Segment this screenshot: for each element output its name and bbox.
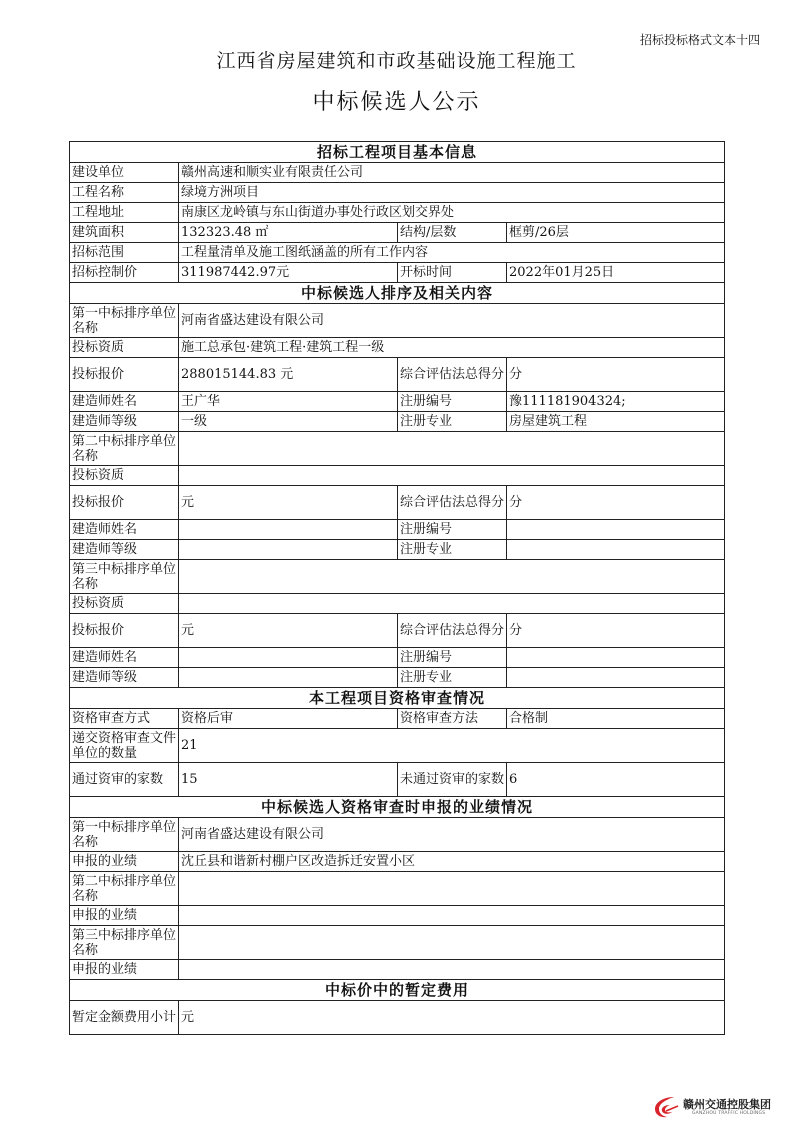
review-method-label: 资格审查方式 <box>70 709 179 729</box>
area-label: 建筑面积 <box>70 223 179 243</box>
perf-second-rank-label: 第二中标排序单位名称 <box>70 872 179 906</box>
second-price-value: 元 <box>179 486 398 520</box>
scope-label: 招标范围 <box>70 243 179 263</box>
third-company <box>179 560 725 594</box>
provisional-value: 元 <box>179 1001 725 1035</box>
third-reg-no-label: 注册编号 <box>398 648 507 668</box>
first-rank-label: 第一中标排序单位名称 <box>70 304 179 338</box>
perf-first-company: 河南省盛达建设有限公司 <box>179 818 725 852</box>
second-reg-no <box>507 520 725 540</box>
third-score-label: 综合评估法总得分 <box>398 614 507 648</box>
section-title-provisional: 中标价中的暂定费用 <box>70 980 725 1001</box>
control-price-label: 招标控制价 <box>70 263 179 283</box>
second-reg-major <box>507 540 725 560</box>
first-company: 河南省盛达建设有限公司 <box>179 304 725 338</box>
open-time-value: 2022年01月25日 <box>507 263 725 283</box>
third-price-label: 投标报价 <box>70 614 179 648</box>
perf-third-company <box>179 926 725 960</box>
second-score-value: 分 <box>507 486 725 520</box>
project-name-label: 工程名称 <box>70 183 179 203</box>
review-approach-value: 合格制 <box>507 709 725 729</box>
second-price-label: 投标报价 <box>70 486 179 520</box>
location-label: 工程地址 <box>70 203 179 223</box>
first-builder-name-label: 建造师姓名 <box>70 392 179 412</box>
third-qual-value <box>179 594 725 614</box>
third-builder-name <box>179 648 398 668</box>
scope-value: 工程量清单及施工图纸涵盖的所有工作内容 <box>179 243 725 263</box>
perf-first-rank-label: 第一中标排序单位名称 <box>70 818 179 852</box>
company-logo <box>652 1093 792 1123</box>
third-score-value: 分 <box>507 614 725 648</box>
ganzhou-traffic-logo-icon <box>652 1095 680 1119</box>
perf-third-label: 申报的业绩 <box>70 960 179 980</box>
passed-count-label: 通过资审的家数 <box>70 763 179 797</box>
second-builder-grade <box>179 540 398 560</box>
control-price-value: 311987442.97元 <box>179 263 398 283</box>
structure-label: 结构/层数 <box>398 223 507 243</box>
second-qual-value <box>179 466 725 486</box>
first-builder-grade-label: 建造师等级 <box>70 412 179 432</box>
open-time-label: 开标时间 <box>398 263 507 283</box>
format-tag: 招标投标格式文本十四 <box>639 33 760 47</box>
third-reg-major-label: 注册专业 <box>398 668 507 688</box>
provisional-label: 暂定金额费用小计 <box>70 1001 179 1035</box>
failed-count-label: 未通过资审的家数 <box>398 763 507 797</box>
perf-third-rank-label: 第三中标排序单位名称 <box>70 926 179 960</box>
section-title-performance: 中标候选人资格审查时申报的业绩情况 <box>70 797 725 818</box>
first-price-value: 288015144.83 元 <box>179 358 398 392</box>
project-name-value: 绿境方洲项目 <box>179 183 725 203</box>
third-price-value: 元 <box>179 614 398 648</box>
review-method-value: 资格后审 <box>179 709 398 729</box>
logo-brand-name: 赣州交通控股集团 <box>683 1098 771 1111</box>
perf-second-company <box>179 872 725 906</box>
first-price-label: 投标报价 <box>70 358 179 392</box>
logo-brand-english: GANZHOU TRAFFIC HOLDINGS <box>692 1111 766 1116</box>
third-rank-label: 第三中标排序单位名称 <box>70 560 179 594</box>
structure-value: 框剪/26层 <box>507 223 725 243</box>
first-reg-no: 豫111181904324; <box>507 392 725 412</box>
announcement-table <box>69 141 725 1035</box>
third-reg-no <box>507 648 725 668</box>
perf-first-label: 申报的业绩 <box>70 852 179 872</box>
third-qual-label: 投标资质 <box>70 594 179 614</box>
area-value: 132323.48 ㎡ <box>179 223 398 243</box>
second-builder-grade-label: 建造师等级 <box>70 540 179 560</box>
third-reg-major <box>507 668 725 688</box>
first-score-value: 分 <box>507 358 725 392</box>
second-reg-major-label: 注册专业 <box>398 540 507 560</box>
location-value: 南康区龙岭镇与东山街道办事处行政区划交界处 <box>179 203 725 223</box>
owner-label: 建设单位 <box>70 163 179 183</box>
first-score-label: 综合评估法总得分 <box>398 358 507 392</box>
second-qual-label: 投标资质 <box>70 466 179 486</box>
failed-count-value: 6 <box>507 763 725 797</box>
perf-second-label: 申报的业绩 <box>70 906 179 926</box>
section-title-project: 招标工程项目基本信息 <box>70 142 725 163</box>
perf-second-value <box>179 906 725 926</box>
first-qual-label: 投标资质 <box>70 338 179 358</box>
perf-first-value: 沈丘县和谐新村棚户区改造拆迁安置小区 <box>179 852 725 872</box>
owner-value: 赣州高速和顺实业有限责任公司 <box>179 163 725 183</box>
section-title-candidates: 中标候选人排序及相关内容 <box>70 283 725 304</box>
second-reg-no-label: 注册编号 <box>398 520 507 540</box>
first-builder-name: 王广华 <box>179 392 398 412</box>
second-builder-name <box>179 520 398 540</box>
second-rank-label: 第二中标排序单位名称 <box>70 432 179 466</box>
third-builder-grade <box>179 668 398 688</box>
first-reg-major-label: 注册专业 <box>398 412 507 432</box>
document-subtitle: 中标候选人公示 <box>312 90 481 115</box>
section-title-review: 本工程项目资格审查情况 <box>70 688 725 709</box>
document-title: 江西省房屋建筑和市政基础设施工程施工 <box>216 50 577 72</box>
submitted-count-value: 21 <box>179 729 725 763</box>
second-score-label: 综合评估法总得分 <box>398 486 507 520</box>
second-builder-name-label: 建造师姓名 <box>70 520 179 540</box>
passed-count-value: 15 <box>179 763 398 797</box>
first-qual-value: 施工总承包·建筑工程·建筑工程一级 <box>179 338 725 358</box>
third-builder-name-label: 建造师姓名 <box>70 648 179 668</box>
third-builder-grade-label: 建造师等级 <box>70 668 179 688</box>
review-approach-label: 资格审查方法 <box>398 709 507 729</box>
perf-third-value <box>179 960 725 980</box>
first-reg-major: 房屋建筑工程 <box>507 412 725 432</box>
first-builder-grade: 一级 <box>179 412 398 432</box>
second-company <box>179 432 725 466</box>
submitted-count-label: 递交资格审查文件单位的数量 <box>70 729 179 763</box>
first-reg-no-label: 注册编号 <box>398 392 507 412</box>
